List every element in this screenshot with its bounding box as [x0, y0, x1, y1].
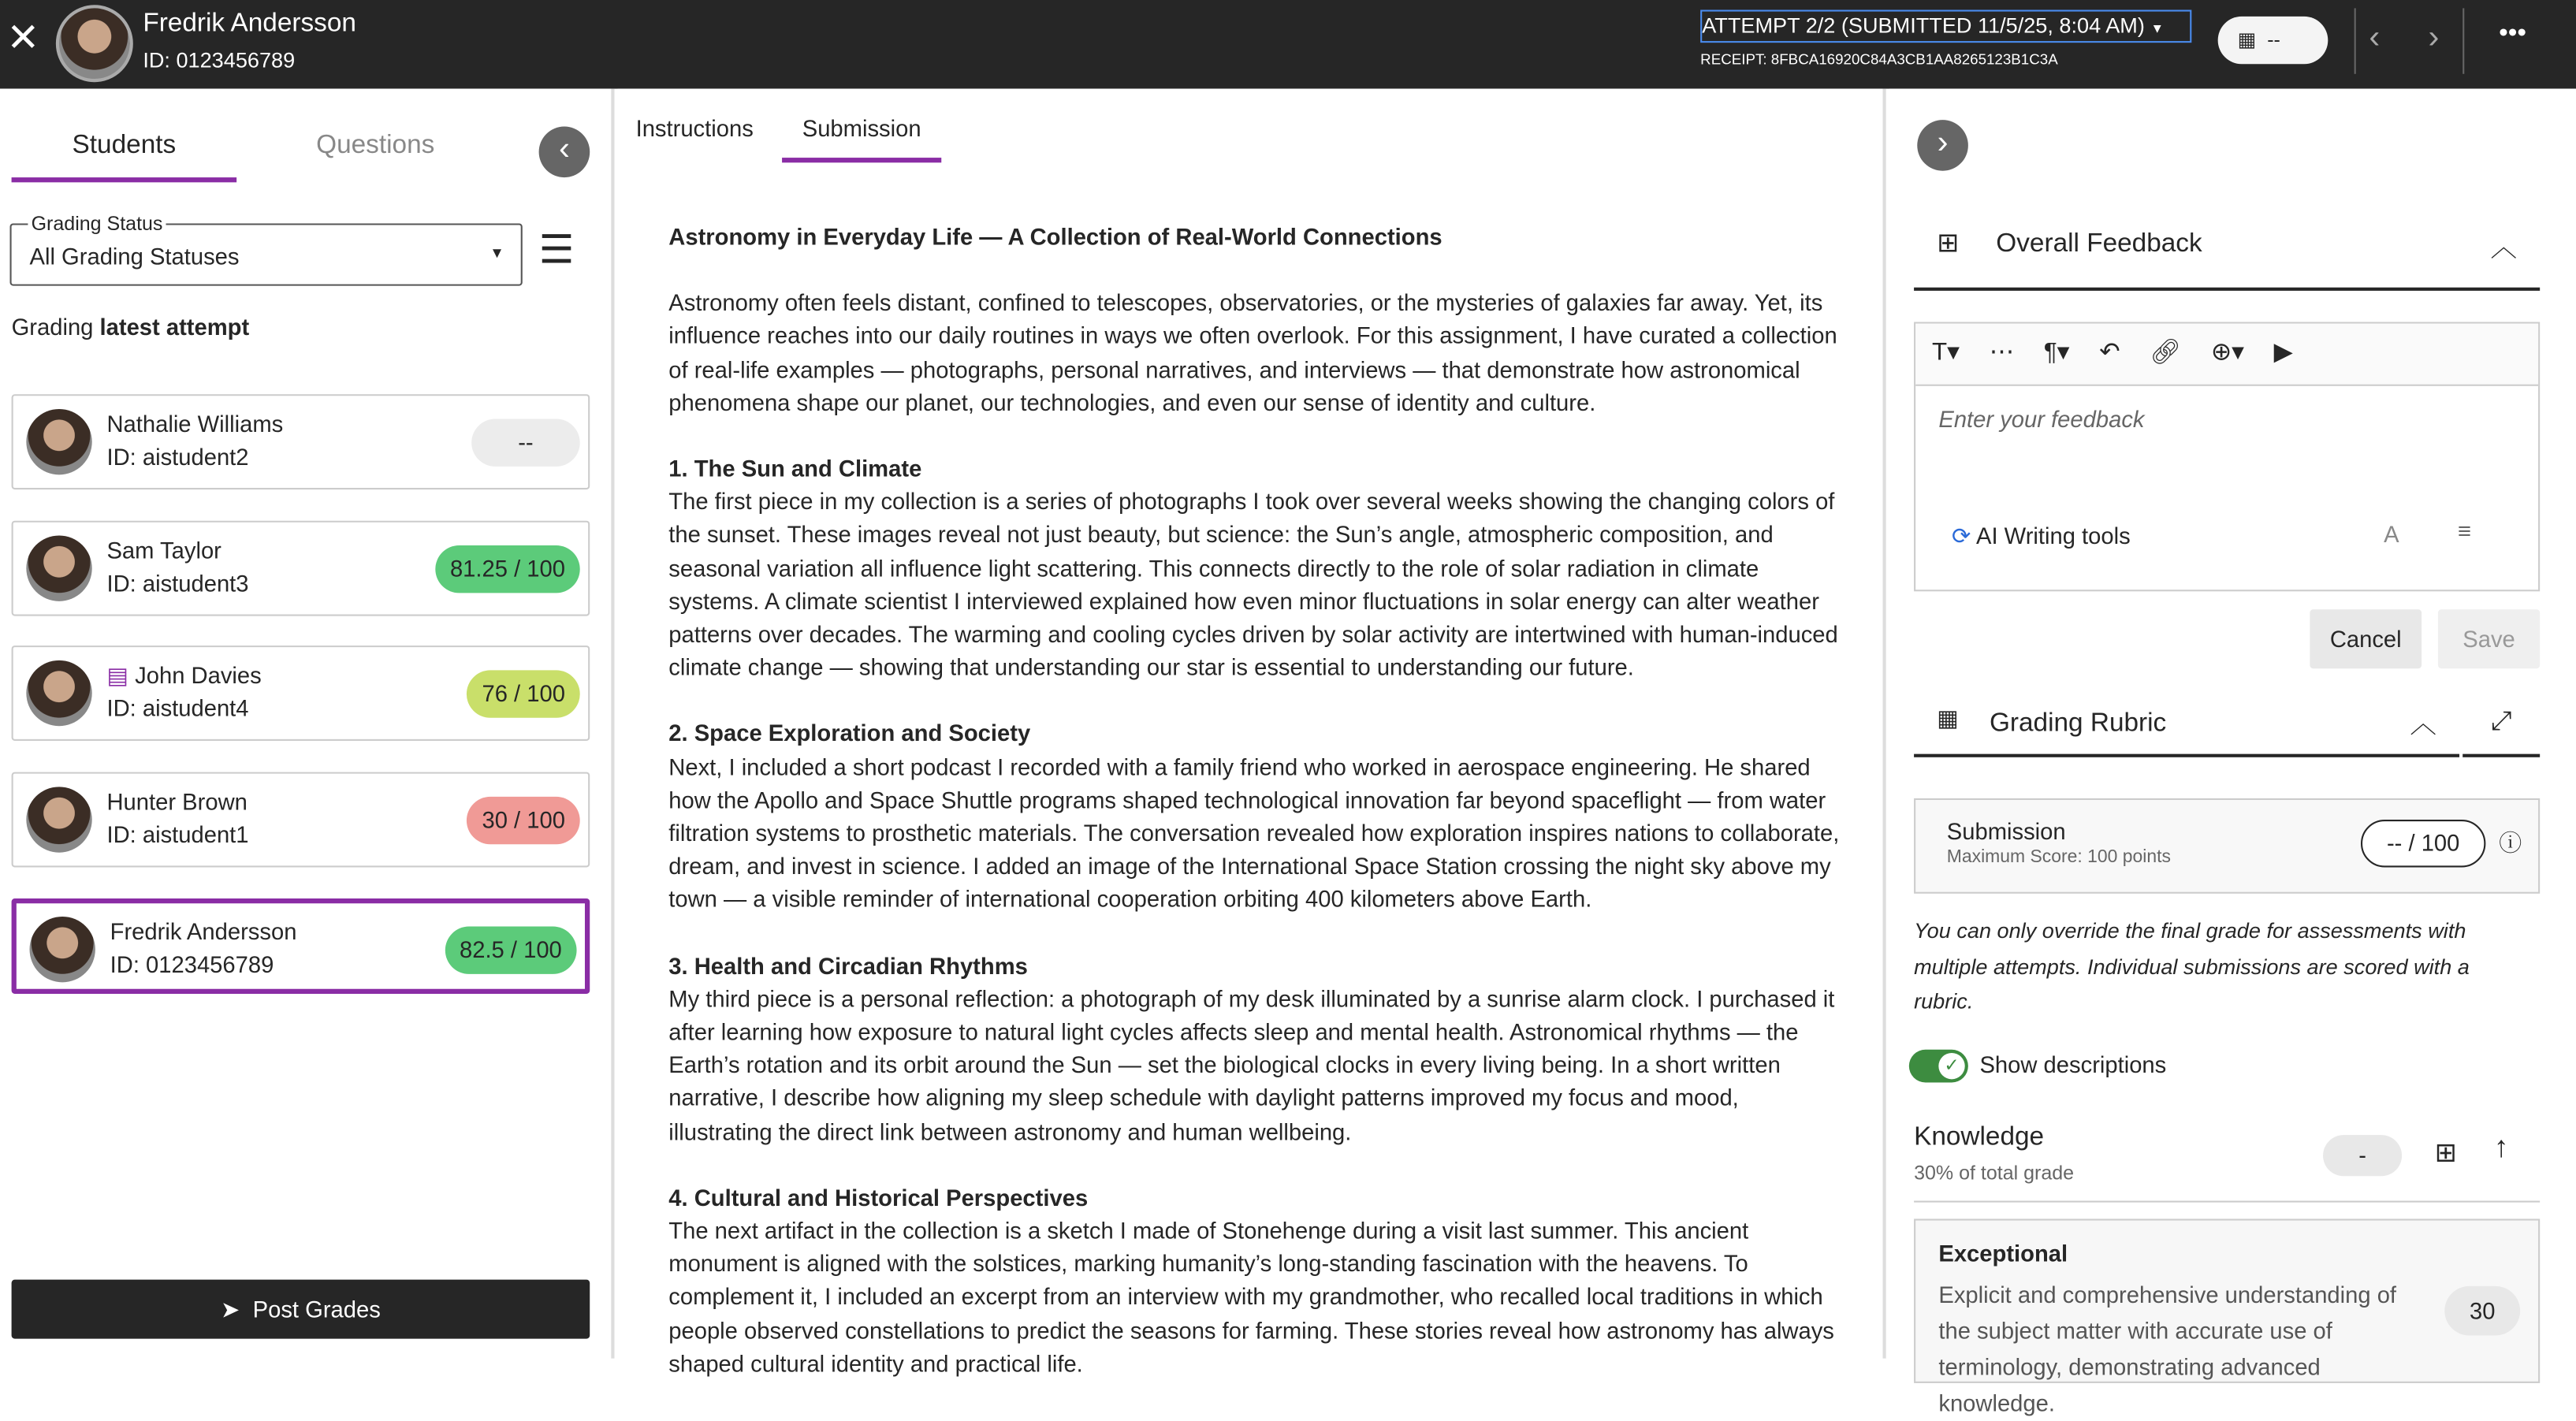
rubric-level-exceptional[interactable] — [1914, 1218, 2540, 1416]
score-input[interactable]: -- / 100 — [2361, 820, 2485, 867]
ai-icon: ⟳ — [1952, 522, 1971, 549]
attempt-label: ATTEMPT 2/2 (SUBMITTED 11/5/25, 8:04 AM) — [1702, 13, 2145, 38]
essay-title: Astronomy in Everyday Life — A Collection of Real-World Connections — [668, 223, 1442, 250]
section-body: My third piece is a personal reflection: a photograph of my desk illuminated by a sunrise alarm clock. I purchased it after learning how exposure to natural light cycles affects sleep and mental health. Astronomical rhythms — the Earth’s rotation and its orbit around the Sun — set the biological clocks in every living being. In a short written narrative, I describe how aligning my sleep schedule with daylight patterns improved my focus and mood, illustrating the direct link between astronomy and human wellbeing. — [668, 985, 1835, 1145]
avatar — [26, 787, 91, 853]
more-icon[interactable]: ⋯ — [1989, 338, 2014, 366]
section-heading: 1. The Sun and Climate — [668, 455, 922, 482]
max-score: Maximum Score: 100 points — [1946, 847, 2171, 868]
text-format-icon[interactable]: T▾ — [1932, 338, 1960, 366]
section-heading: 3. Health and Circadian Rhythms — [668, 952, 1028, 979]
student-card[interactable] — [12, 646, 590, 742]
avatar — [26, 409, 91, 474]
student-name: Fredrik Andersson — [110, 917, 297, 944]
feedback-editor — [1914, 322, 2540, 592]
close-icon[interactable]: ✕ — [6, 16, 40, 61]
student-id: ID: aistudent3 — [106, 569, 249, 596]
student-name: Fredrik Andersson — [143, 9, 356, 38]
grade-pill: 81.25 / 100 — [435, 545, 580, 592]
grade-pill-value: -- — [2267, 28, 2280, 51]
undo-icon[interactable]: ↶ — [2099, 338, 2120, 366]
section-body: The first piece in my collection is a series of photographs I took over several weeks showing the changing colors of the sunset. These images reveal not just beauty, but science: the Sun’s angle, atmospheric composition, and seasonal variation all influence light scattering. This connects directly to the role of solar radiation in climate systems. A climate scientist I interviewed explained how even minor fluctuations in solar energy can alter weather patterns over decades. The warming and cooling cycles driven by solar activity are intertwined with human-induced climate change — showing that understanding our star is essential to understanding our future. — [668, 488, 1838, 681]
grade-pill: -- — [471, 418, 580, 466]
avatar — [26, 661, 91, 727]
grading-rubric-title: Grading Rubric — [1989, 709, 2167, 738]
grade-pill: 30 / 100 — [467, 797, 580, 844]
cancel-button[interactable]: Cancel — [2310, 609, 2422, 668]
criterion-weight: 30% of total grade — [1914, 1161, 2075, 1185]
tab-students[interactable]: Students — [12, 132, 237, 183]
editor-toolbar — [1915, 324, 2538, 386]
student-id: ID: aistudent2 — [106, 443, 249, 471]
submission-score-box — [1914, 798, 2540, 894]
feedback-panel — [1889, 89, 2576, 1416]
post-grades-label: Post Grades — [252, 1296, 381, 1322]
student-card[interactable] — [12, 394, 590, 489]
avatar — [30, 917, 95, 982]
override-note: You can only override the final grade for assessments with multiple attempts. Individual submissions are scored with a rubric. — [1914, 918, 2470, 1014]
level-points: 30 — [2444, 1286, 2520, 1336]
tab-instructions[interactable]: Instructions — [635, 114, 754, 142]
chevron-up-icon[interactable]: ︿ — [2490, 235, 2517, 263]
criterion-name: Knowledge — [1914, 1123, 2045, 1152]
submission-label: Submission — [1946, 817, 2066, 845]
grading-attempt-text: Grading latest attempt — [11, 314, 250, 340]
grade-pill: 76 / 100 — [467, 671, 580, 718]
grading-status-select[interactable] — [10, 211, 523, 285]
criterion-score[interactable]: - — [2323, 1135, 2402, 1176]
grading-status-label: Grading Status — [28, 212, 166, 235]
student-name: Sam Taylor — [106, 536, 221, 564]
grading-rubric-header[interactable] — [1914, 700, 2459, 757]
ai-writing-tools-button[interactable]: ⟳ AI Writing tools — [1952, 522, 2131, 549]
tab-questions[interactable]: Questions — [316, 131, 435, 160]
student-card[interactable] — [12, 772, 590, 868]
expand-panel-button[interactable]: › — [1917, 120, 1968, 171]
arrow-up-icon[interactable]: ↑ — [2493, 1129, 2509, 1163]
previous-student-icon[interactable]: ‹ — [2369, 20, 2381, 56]
align-icon[interactable]: ≡ — [2457, 517, 2471, 544]
add-feedback-icon: ⊞ — [1937, 229, 1960, 259]
section-heading: 2. Space Exploration and Society — [668, 720, 1031, 747]
student-id: ID: 0123456789 — [143, 47, 296, 73]
paragraph-icon[interactable]: ¶▾ — [2043, 338, 2070, 366]
text-style-icon[interactable]: A — [2384, 520, 2399, 548]
avatar — [26, 535, 91, 601]
submission-icon: ▤ — [106, 662, 129, 690]
level-name: Exceptional — [1938, 1240, 2068, 1267]
fullscreen-icon[interactable]: ⤢ — [2462, 700, 2540, 757]
grading-status-value: All Grading Statuses — [29, 243, 240, 270]
student-name: ▤ John Davies — [106, 662, 262, 690]
student-id: ID: aistudent1 — [106, 821, 249, 848]
student-name: Hunter Brown — [106, 788, 248, 815]
rubric-icon: ▦ — [1937, 705, 1959, 731]
avatar — [56, 5, 133, 82]
essay-intro: Astronomy often feels distant, confined to telescopes, observatories, or the mysteries of galaxies far away. Yet, its influence reaches into our daily routines in ways we often overlook. For this assignment, I have curated a collection of real-life examples — photographs, personal narratives, and interviews — that demonstrate how astronomical phenomena shape our planet, our technologies, and even our sense of identity and culture. — [668, 289, 1837, 415]
submission-panel — [618, 89, 1886, 1377]
top-bar — [0, 0, 2576, 89]
level-description: Explicit and comprehensive understanding of the subject matter with accurate use of terminology, demonstrating advanced knowledge. — [1938, 1281, 2397, 1416]
send-icon: ➤ — [220, 1296, 240, 1322]
caret-down-icon: ▼ — [490, 244, 504, 262]
video-icon[interactable]: ▶ — [2273, 338, 2293, 366]
show-descriptions-label: Show descriptions — [1979, 1051, 2167, 1078]
show-descriptions-toggle[interactable]: ✓ — [1909, 1050, 1968, 1083]
essay — [668, 220, 1843, 1412]
students-panel — [0, 89, 614, 1359]
rubric-icon: ▦ — [2237, 28, 2257, 51]
more-options-icon[interactable]: ••• — [2499, 20, 2527, 48]
collapse-panel-button[interactable]: ‹ — [539, 126, 590, 177]
student-id: ID: 0123456789 — [110, 950, 274, 977]
insert-icon[interactable]: ⊕▾ — [2210, 338, 2244, 366]
tab-submission[interactable]: Submission — [782, 115, 941, 162]
add-comment-icon[interactable]: ⊞ — [2434, 1140, 2457, 1168]
grade-pill: 82.5 / 100 — [445, 926, 576, 973]
section-body: The next artifact in the collection is a sketch I made of Stonehenge during a visit last summer. This ancient monument is aligned with the solstices, marking humanity’s long-standing fascination with the heavens. To complement it, I included an excerpt from an interview with my grandmother, who recalled local traditions in which people observed constellations to predict the seasons for farming. These stories reveal how astronomy has always shaped cultural identity and practical life. — [668, 1217, 1834, 1377]
post-grades-button[interactable] — [12, 1280, 590, 1339]
student-id: ID: aistudent4 — [106, 695, 249, 722]
overall-feedback-title: Overall Feedback — [1996, 229, 2202, 259]
feedback-input[interactable]: Enter your feedback — [1938, 405, 2145, 433]
student-name: Nathalie Williams — [106, 411, 284, 437]
attempt-select[interactable] — [1700, 10, 2191, 43]
next-student-icon[interactable]: › — [2428, 20, 2440, 56]
receipt: RECEIPT: 8FBCA16920C84A3CB1AA8265123B1C3A — [1700, 50, 2058, 68]
grade-pill[interactable] — [2218, 17, 2328, 64]
student-card[interactable] — [12, 520, 590, 616]
sort-icon[interactable]: ☰ — [538, 228, 575, 273]
info-icon[interactable]: ⓘ — [2499, 829, 2522, 856]
save-button[interactable]: Save — [2438, 609, 2540, 668]
link-icon[interactable]: 🔗︎ — [2150, 338, 2182, 366]
caret-down-icon: ▼ — [2150, 21, 2164, 36]
section-heading: 4. Cultural and Historical Perspectives — [668, 1184, 1089, 1211]
overall-feedback-header[interactable] — [1914, 220, 2540, 291]
section-body: Next, I included a short podcast I recorded with a family friend who worked in aerospace engineering. He shared how the Apollo and Space Shuttle programs shaped technological innovation far beyond spaceflight — from water filtration systems to prosthetic materials. The conversation revealed how exploration inspires nations to collaborate, dream, and invest in science. I added an image of the International Space Station crossing the night sky above my town — a visible reminder of international cooperation orbiting 400 kilometers above Earth. — [668, 753, 1840, 913]
chevron-up-icon[interactable]: ︿ — [2410, 711, 2436, 739]
student-card[interactable] — [12, 898, 590, 994]
